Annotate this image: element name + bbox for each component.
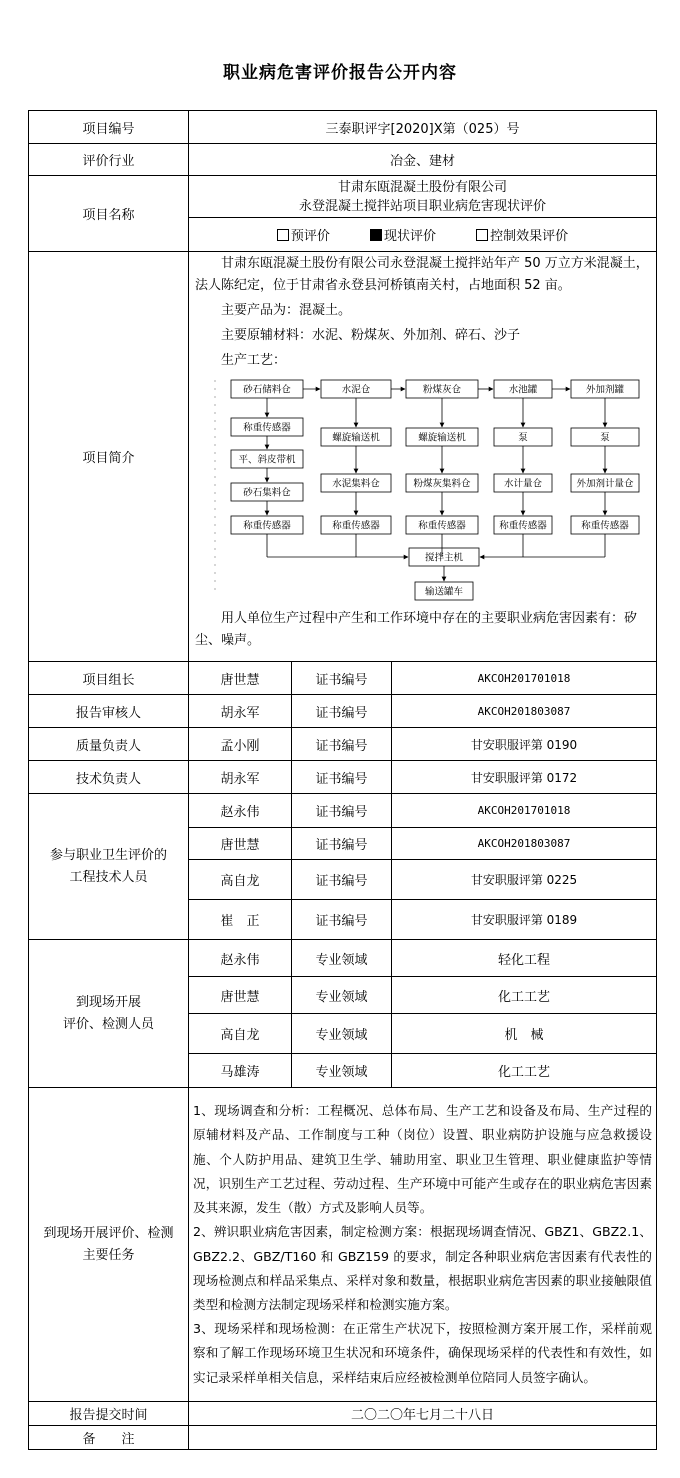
process-flow-diagram <box>209 374 649 604</box>
tasks-content <box>189 1088 657 1402</box>
staff-cert-label: 证书编号 <box>292 695 392 728</box>
field-area: 化工工艺 <box>392 1054 657 1088</box>
staff-cert: AKCOH201701018 <box>392 662 657 695</box>
tech-name: 高自龙 <box>189 860 292 900</box>
project-name-label: 项目名称 <box>29 176 189 252</box>
field-area-label: 专业领域 <box>292 1014 392 1054</box>
remark-label: 备 注 <box>29 1426 189 1450</box>
staff-role: 技术负责人 <box>29 761 189 794</box>
field-area: 轻化工程 <box>392 940 657 977</box>
field-area-label: 专业领域 <box>292 1054 392 1088</box>
project-name-line2: 永登混凝土搅拌站项目职业病危害现状评价 <box>298 198 546 214</box>
tech-name: 崔 正 <box>189 900 292 940</box>
submit-label: 报告提交时间 <box>29 1402 189 1426</box>
flow-c2-1-label: 螺旋输送机 <box>332 432 380 444</box>
task-2: 2、辨识职业病危害因素，制定检测方案：根据现场调查情况、GBZ1、GBZ2.1、GBZ2.2、GBZ/T160 和 GBZ159 的要求，制定各种职业病危害因素有代表性的现场检测点和样品采集点、采样对象和数量，根据职业病危害因素的职业接触限值类型和检测方法制定现场采样和检测实施方案。 <box>193 1224 652 1312</box>
tech-label: 参与职业卫生评价的 工程技术人员 <box>29 794 189 940</box>
row-tasks <box>29 1088 657 1402</box>
flow-c1-2-label: 平、斜皮带机 <box>238 454 296 466</box>
row-intro <box>29 252 657 662</box>
row-staff-3 <box>29 761 657 794</box>
flow-c4-2-label: 水计量仓 <box>503 478 543 490</box>
field-label: 到现场开展 评价、检测人员 <box>29 940 189 1088</box>
flow-c5-0-label: 外加剂罐 <box>585 384 625 396</box>
row-remark <box>29 1426 657 1450</box>
tech-cert: 甘安职服评第 0189 <box>392 900 657 940</box>
checkbox-current-eval <box>370 229 382 241</box>
field-area-label: 专业领域 <box>292 940 392 977</box>
flow-c1-0-label: 砂石储料仓 <box>243 384 291 396</box>
flow-c4-0-label: 水池罐 <box>508 384 538 396</box>
intro-materials: 主要原辅材料：水泥、粉煤灰、外加剂、碎石、沙子 <box>221 328 521 343</box>
option-control-eval: 控制效果评价 <box>476 229 568 244</box>
field-area-label: 专业领域 <box>292 977 392 1014</box>
industry-label: 评价行业 <box>29 144 189 176</box>
flow-c5-2-label: 外加剂计量仓 <box>576 478 634 490</box>
page-title: 职业病危害评价报告公开内容 <box>223 63 457 83</box>
row-project-name <box>29 176 657 218</box>
tech-cert: AKCOH201803087 <box>392 828 657 860</box>
project-name-line1: 甘肃东瓯混凝土股份有限公司 <box>337 179 507 195</box>
tech-cert-label: 证书编号 <box>292 794 392 828</box>
row-tech-0 <box>29 794 657 828</box>
flow-c2-0-label: 水泥仓 <box>341 384 371 396</box>
project-no-value: 三泰职评字[2020]X第（025）号 <box>189 111 657 144</box>
field-name: 唐世慧 <box>189 977 292 1014</box>
staff-name: 唐世慧 <box>189 662 292 695</box>
intro-content <box>189 252 657 662</box>
tech-cert-label: 证书编号 <box>292 860 392 900</box>
tech-name: 唐世慧 <box>189 828 292 860</box>
flow-truck-label: 输送罐车 <box>424 586 464 598</box>
checkbox-pre-eval <box>277 229 289 241</box>
tech-cert-label: 证书编号 <box>292 900 392 940</box>
row-staff-0 <box>29 662 657 695</box>
tech-name: 赵永伟 <box>189 794 292 828</box>
staff-cert-label: 证书编号 <box>292 662 392 695</box>
flow-c4-1-label: 泵 <box>518 432 528 444</box>
field-name: 赵永伟 <box>189 940 292 977</box>
staff-role: 质量负责人 <box>29 728 189 761</box>
tech-cert-label: 证书编号 <box>292 828 392 860</box>
flow-c2-3-label: 称重传感器 <box>332 520 380 532</box>
tech-cert: AKCOH201701018 <box>392 794 657 828</box>
intro-label: 项目简介 <box>29 252 189 662</box>
intro-paragraph-1: 甘肃东瓯混凝土股份有限公司永登混凝土搅拌站年产 50 万立方米混凝土，法人陈纪定，位于甘肃省永登县河桥镇南关村，占地面积 52 亩。 <box>195 256 649 293</box>
tech-cert: 甘安职服评第 0225 <box>392 860 657 900</box>
project-no-label: 项目编号 <box>29 111 189 144</box>
flow-c3-0-label: 粉煤灰仓 <box>422 384 462 396</box>
staff-cert: 甘安职服评第 0190 <box>392 728 657 761</box>
tasks-label: 到现场开展评价、检测 主要任务 <box>29 1088 189 1402</box>
project-name-value <box>189 176 657 218</box>
row-industry <box>29 144 657 176</box>
row-field-0 <box>29 940 657 977</box>
row-staff-1 <box>29 695 657 728</box>
option-pre-eval: 预评价 <box>277 229 330 244</box>
staff-name: 胡永军 <box>189 695 292 728</box>
staff-cert: 甘安职服评第 0172 <box>392 761 657 794</box>
staff-name: 胡永军 <box>189 761 292 794</box>
flow-c1-4-label: 称重传感器 <box>243 520 291 532</box>
remark-value <box>189 1426 657 1450</box>
task-1: 1、现场调查和分析：工程概况、总体布局、生产工艺和设备及布局、生产过程的原辅材料及产品、工作制度与工种（岗位）设置、职业病防护设施与应急救援设施、个人防护用品、建筑卫生学、辅助用室、职业卫生管理、职业健康监护等情况，识别生产工艺过程、劳动过程、生产环境中可能产生或存在的职业病危害因素及其来源，发生（散）方式及影响人员等。 <box>193 1103 652 1216</box>
staff-role: 报告审核人 <box>29 695 189 728</box>
flow-c5-1-label: 泵 <box>600 432 610 444</box>
flow-c3-2-label: 粉煤灰集料仓 <box>413 478 471 490</box>
staff-cert: AKCOH201803087 <box>392 695 657 728</box>
staff-cert-label: 证书编号 <box>292 728 392 761</box>
row-project-no <box>29 111 657 144</box>
intro-hazards: 用人单位生产过程中产生和工作环境中存在的主要职业病危害因素有：矽尘、噪声。 <box>195 611 638 648</box>
field-name: 高自龙 <box>189 1014 292 1054</box>
intro-process-label: 生产工艺： <box>221 353 287 368</box>
flow-c3-3-label: 称重传感器 <box>418 520 466 532</box>
flow-c5-3-label: 称重传感器 <box>581 520 629 532</box>
field-area: 机 械 <box>392 1014 657 1054</box>
flow-c2-2-label: 水泥集料仓 <box>332 478 380 490</box>
staff-name: 孟小刚 <box>189 728 292 761</box>
flow-c1-3-label: 砂石集料仓 <box>243 487 291 499</box>
field-name: 马雄涛 <box>189 1054 292 1088</box>
flow-c4-3-label: 称重传感器 <box>499 520 547 532</box>
row-submit <box>29 1402 657 1426</box>
task-3: 3、现场采样和现场检测：在正常生产状况下，按照检测方案开展工作，采样前观察和了解工作现场环境卫生状况和环境条件，确保现场采样的代表性和有效性，如实记录采样单相关信息，采样结束后应经被检测单位陪同人员签字确认。 <box>193 1321 652 1385</box>
staff-role: 项目组长 <box>29 662 189 695</box>
report-table <box>28 110 657 1450</box>
flow-c1-1-label: 称重传感器 <box>243 422 291 434</box>
intro-products: 主要产品为：混凝土。 <box>221 303 352 318</box>
option-current-eval: 现状评价 <box>370 229 436 244</box>
flow-mixer-label: 搅拌主机 <box>424 552 464 564</box>
row-staff-2 <box>29 728 657 761</box>
industry-value: 冶金、建材 <box>189 144 657 176</box>
field-area: 化工工艺 <box>392 977 657 1014</box>
checkbox-control-eval <box>476 229 488 241</box>
staff-cert-label: 证书编号 <box>292 761 392 794</box>
flow-c3-1-label: 螺旋输送机 <box>418 432 466 444</box>
eval-type-options <box>189 218 657 252</box>
submit-value: 二〇二〇年七月二十八日 <box>189 1402 657 1426</box>
